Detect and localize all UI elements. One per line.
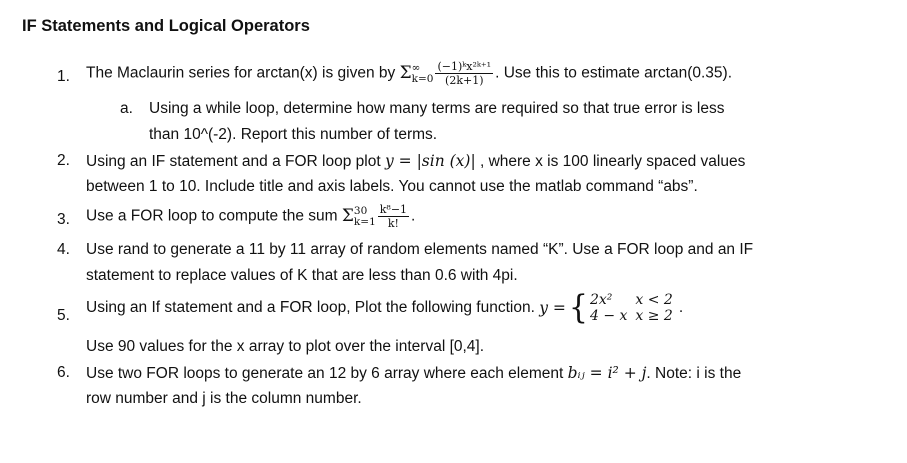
item-3-text-b: . [411, 207, 416, 225]
case-1-condition: x < 2 [635, 292, 673, 308]
fraction-denominator: (2k+1) [445, 74, 484, 87]
item-1-text [86, 60, 732, 87]
case-1-expression: 2x² [589, 292, 613, 308]
page-title: IF Statements and Logical Operators [22, 17, 310, 35]
item-1-sum [400, 63, 434, 85]
item-6-text-a: Use two FOR loops to generate an 12 by 6 array where each element [86, 365, 568, 382]
item-3-text-a: Use a FOR loop to compute the sum [86, 207, 342, 225]
sum-limits [412, 63, 434, 85]
sigma-symbol: Σ [341, 205, 354, 226]
case-2-expression: 4 − x [589, 308, 628, 324]
item-5-line-1 [86, 288, 684, 327]
fraction-numerator: k⁸−1 [379, 203, 408, 216]
item-2-text-b: , where x is 100 linearly spaced values [475, 153, 746, 170]
item-5-text-a: Using an If statement and a FOR loop, Plot the following function. [86, 299, 540, 316]
piecewise-lhs: y = [539, 299, 566, 317]
item-1a-line-1: Using a while loop, determine how many terms are required so that true error is less [149, 100, 725, 117]
piecewise-brace: { [568, 288, 588, 327]
item-1-number: 1. [57, 68, 70, 85]
item-1a-label: a. [120, 100, 133, 117]
item-3-sum [342, 206, 376, 228]
item-1-fraction [435, 60, 493, 87]
item-1-text-a: The Maclaurin series for arctan(x) is given by [86, 64, 400, 82]
item-2-line-2: between 1 to 10. Include title and axis labels. You cannot use the matlab command “abs”. [86, 178, 698, 195]
item-5-number: 5. [57, 307, 70, 324]
item-2-line-1 [86, 151, 745, 172]
item-4-line-1: Use rand to generate a 11 by 11 array of random elements named “K”. Use a FOR loop and an IF [86, 241, 754, 258]
item-4-line-2: statement to replace values of K that are less than 0.6 with 4pi. [86, 267, 518, 284]
item-3-text [86, 203, 415, 230]
item-5-line-2: Use 90 values for the x array to plot over the interval [0,4]. [86, 338, 485, 355]
item-6-formula: bᵢⱼ = i² + j [567, 364, 647, 382]
sum-lower: k=0 [411, 72, 434, 85]
sum-limits [354, 206, 376, 228]
item-1a-line-2: than 10^(-2). Report this number of terms. [149, 126, 438, 143]
item-1-text-b: . Use this to estimate arctan(0.35). [495, 64, 732, 82]
item-3-fraction [378, 203, 409, 230]
item-5-text-b: . [678, 299, 684, 316]
fraction-numerator: (−1)ᵏx²ᵏ⁺¹ [437, 60, 492, 73]
sum-upper: ∞ [411, 61, 421, 74]
fraction-denominator: k! [387, 217, 399, 230]
item-6-number: 6. [57, 364, 70, 381]
item-6-line-1 [86, 363, 741, 384]
sigma-symbol: Σ [399, 62, 412, 83]
piecewise-cases [588, 292, 679, 324]
item-2-number: 2. [57, 152, 70, 169]
item-3-number: 3. [57, 211, 70, 228]
item-2-formula: y = |sin (x)| [384, 152, 476, 170]
item-6-line-2: row number and j is the column number. [86, 390, 362, 407]
case-2-condition: x ≥ 2 [635, 308, 673, 324]
item-6-text-b: . Note: i is the [646, 365, 742, 382]
item-2-text-a: Using an IF statement and a FOR loop plot [86, 153, 385, 170]
sum-upper: 30 [353, 204, 368, 217]
sum-lower: k=1 [353, 215, 376, 228]
item-4-number: 4. [57, 241, 70, 258]
